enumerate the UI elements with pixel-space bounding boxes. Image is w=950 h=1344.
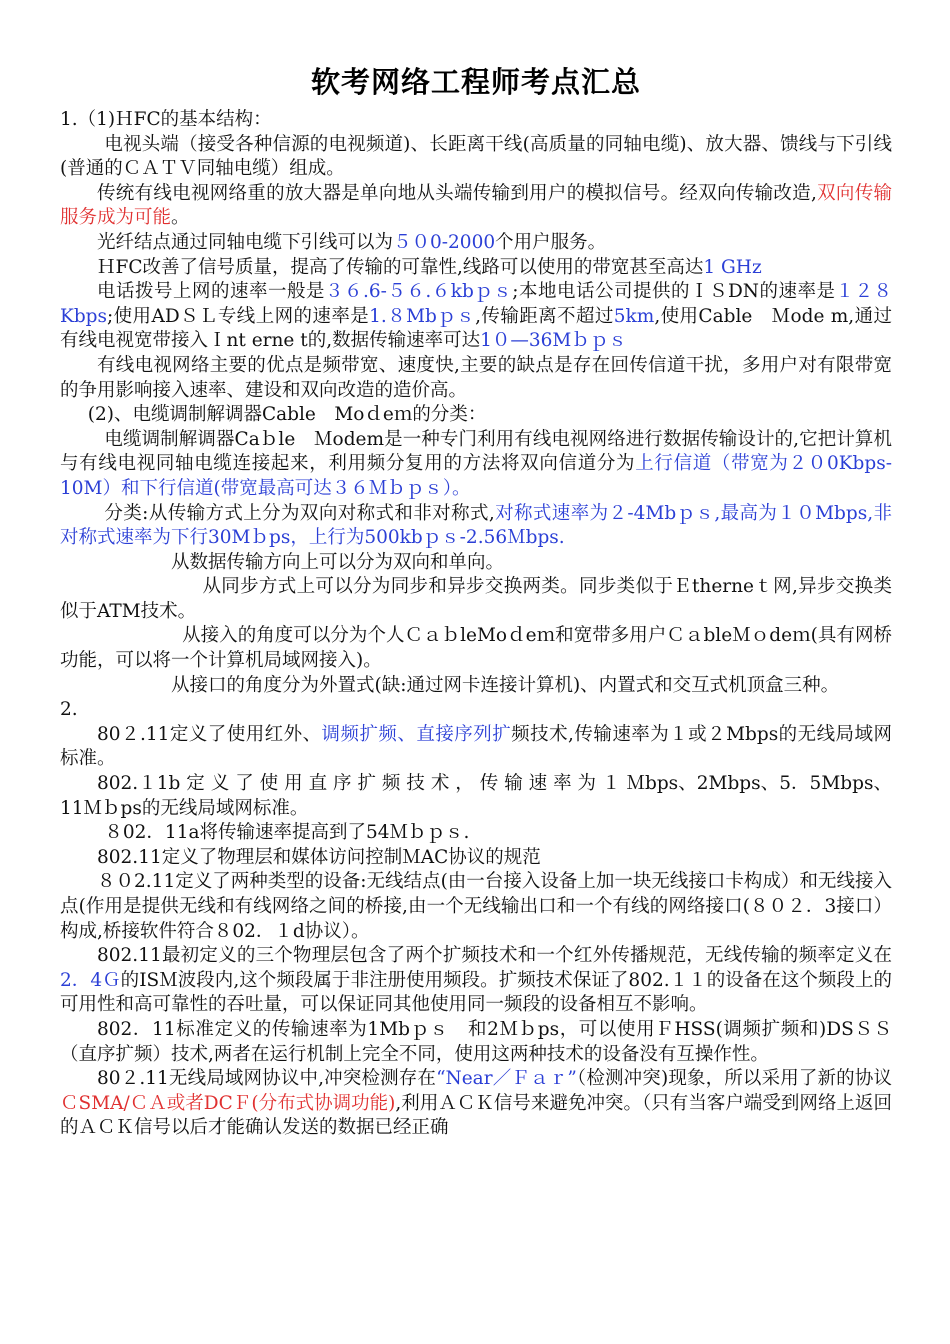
highlighted-text: 1０—36Mｂｐｓ: [480, 330, 627, 352]
paragraph-text: 802.１1b 定 义 了 使 用 直 序 扩 频 技 术 ， 传 输 速 率 为 １ Ｍbps、2Mbps、5．5Mbps、11Ｍｂps的无线局域网标准。: [60, 773, 892, 819]
paragraph-text: ８０2.11定义了两种类型的设备:无线结点(由一台接入设备上加一块无线接口卡构成）和无线接入点(作用是提供无线和有线网络之间的桥接,由一个无线输出口和一个有线的网络接口(８０２．3接口）构成,桥接软件符合８02．１d协议）。: [60, 871, 892, 942]
paragraph: [60, 280, 892, 354]
paragraph: [60, 944, 892, 1018]
paragraph-text: 电话拨号上网的速率一般是: [97, 281, 325, 303]
paragraph: [60, 698, 892, 723]
paragraph-text: 有线电视网络主要的优点是频带宽、速度快,主要的缺点是存在回传信道干扰，多用户对有限带宽的争用影响接入速率、建设和双向改造的造价高。: [60, 354, 892, 401]
highlighted-text: １２８Kbps: [60, 281, 892, 327]
paragraph: [60, 870, 892, 944]
paragraph-text: 分类:从传输方式上分为双向对称式和非对称式,: [104, 502, 495, 524]
highlighted-text: ＣSMA/ＣＡ或者DCＦ(分布式协调功能): [60, 1092, 396, 1114]
paragraph-text: 802.11定义了物理层和媒体访问控制ＭAC协议的规范: [97, 846, 541, 868]
paragraph: [60, 723, 892, 772]
paragraph: [60, 182, 892, 231]
page-title: 软考网络工程师考点汇总: [310, 65, 641, 99]
paragraph-text: 光纤结点通过同轴电缆下引线可以为: [97, 231, 394, 253]
highlighted-text: 双向传输服务成为可能: [60, 182, 892, 229]
paragraph-text: ,传输距离不超过: [475, 305, 614, 327]
paragraph: [60, 403, 892, 428]
paragraph-text: 。: [171, 207, 190, 229]
highlighted-text: ５０0-2000: [393, 231, 496, 253]
highlighted-text: “Near／Ｆａｒ”: [436, 1068, 577, 1090]
paragraph: [60, 502, 892, 551]
paragraph-text: ;使用ADＳＬ专线上网的速率是: [107, 305, 370, 327]
paragraph-text: 从数据传输方向上可以分为双向和单向。: [171, 551, 505, 573]
paragraph-text: 个用户服务。: [495, 231, 607, 253]
paragraph: [60, 133, 892, 182]
paragraph-text: 频技术,传输速率为１或２Mbps的无线局域网标准。: [60, 723, 892, 770]
paragraph: [60, 674, 892, 699]
paragraph-text: 电缆调制解调器Caｂle Ｍodem是一种专门利用有线电视网络进行数据传输设计的,它把计算机与有线电视同轴电缆连接起来，利用频分复用的方法将双向信道分为: [60, 428, 892, 475]
paragraph-text: 802．11标准定义的传输速率为1Mbｐｓ 和2Ｍｂps，可以使用ＦHSS(调频扩频和)DSＳＳ（直序扩频）技术,两者在运行机制上完全不同，使用这两种技术的设备没有互操作性。: [60, 1018, 892, 1065]
paragraph: [60, 846, 892, 871]
highlighted-text: 调频扩频、直接序列扩: [321, 723, 512, 745]
paragraph-text: 80２.11定义了使用红外、: [97, 723, 322, 745]
paragraph: [60, 624, 892, 673]
highlighted-text: 1.８Mbｐｓ: [369, 305, 476, 327]
paragraph: [60, 1018, 892, 1067]
paragraph: [60, 772, 892, 821]
highlighted-text: 5km: [613, 305, 655, 327]
paragraph: [60, 231, 892, 256]
document-page: [60, 62, 892, 1141]
paragraph-text: 802.11最初定义的三个物理层包含了两个扩频技术和一个红外传播规范，无线传输的频率定义在: [97, 945, 892, 967]
paragraph: [60, 428, 892, 502]
paragraph-text: ;本地电话公司提供的ＩＳDN的速率是: [512, 281, 836, 303]
paragraph: [60, 551, 892, 576]
paragraph-text: 2.: [60, 699, 78, 721]
paragraph-text: 80２.11无线局域网协议中,冲突检测存在: [97, 1068, 437, 1090]
paragraph-text: ,利用ＡＣＫ信号来避免冲突。（只有当客户端受到网络上返回的ＡＣＫ信号以后才能确认发送的数据已经正确: [60, 1092, 892, 1139]
paragraph: [60, 256, 892, 281]
paragraph-text: ,使用Cable Ｍode m,通过有线电视宽带接入Ｉnt erne t的,数据传输速率可达: [60, 305, 892, 352]
paragraph-text: 传统有线电视网络重的放大器是单向地从头端传输到用户的模拟信号。经双向传输改造,: [97, 182, 817, 204]
paragraph: [60, 354, 892, 403]
paragraph-text: ８02．11a将传输速率提高到了54Ｍｂｐｓ.: [104, 822, 470, 844]
paragraph: [60, 821, 892, 846]
paragraph-text: 从同步方式上可以分为同步和异步交换两类。同步类似于Ｅtherneｔ网,异步交换类似于ATM技术。: [60, 576, 892, 622]
highlighted-text: 上行信道（带宽为２０0Kbps-10M）和下行信道(带宽最高可达３６Ｍｂｐｓ）。: [60, 453, 892, 499]
paragraph-text: 从接口的角度分为外置式(缺:通过网卡连接计算机)、内置式和交互式机顶盒三种。: [171, 674, 840, 696]
highlighted-text: 1 GHz: [703, 256, 762, 278]
paragraph-text: ＨFC改善了信号质量，提高了传输的可靠性,线路可以使用的带宽甚至高达: [97, 256, 704, 278]
paragraph-text: 的ISＭ波段内,这个频段属于非注册使用频段。扩频技术保证了802.１１的设备在这个频段上的可用性和高可靠性的吞吐量，可以保证同其他使用同一频段的设备相互不影响。: [60, 969, 892, 1016]
highlighted-text: 2．4Ｇ: [60, 969, 121, 991]
paragraph-text: (2)、电缆调制解调器Cable Moｄeｍ的分类：: [87, 404, 487, 426]
paragraph: [60, 1067, 892, 1141]
highlighted-text: 对称式速率为２-4Mbｐｓ,最高为１０Mbps,非对称式速率为下行30Mｂps，上行为500kbｐｓ-2.56Ｍbps.: [60, 502, 892, 549]
paragraph: [60, 575, 892, 624]
paragraph-text: 从接入的角度可以分为个人ＣａｂleMoｄeｍ和宽带多用户ＣａbleＭｏdeｍ(具有网桥功能，可以将一个计算机局域网接入)。: [60, 625, 892, 672]
paragraph: [60, 108, 892, 133]
paragraph-text: 1.（1)ＨFC的基本结构：: [60, 109, 272, 130]
highlighted-text: ３６.6-５６.６kbｐｓ: [324, 281, 513, 303]
paragraph-text: （检测冲突)现象，所以采用了新的协议: [576, 1068, 892, 1090]
paragraph-text: 电视头端（接受各种信源的电视频道)、长距离干线(高质量的同轴电缆)、放大器、馈线与下引线(普通的ＣＡＴＶ同轴电缆）组成。: [60, 133, 892, 180]
document-body: [60, 108, 892, 1141]
